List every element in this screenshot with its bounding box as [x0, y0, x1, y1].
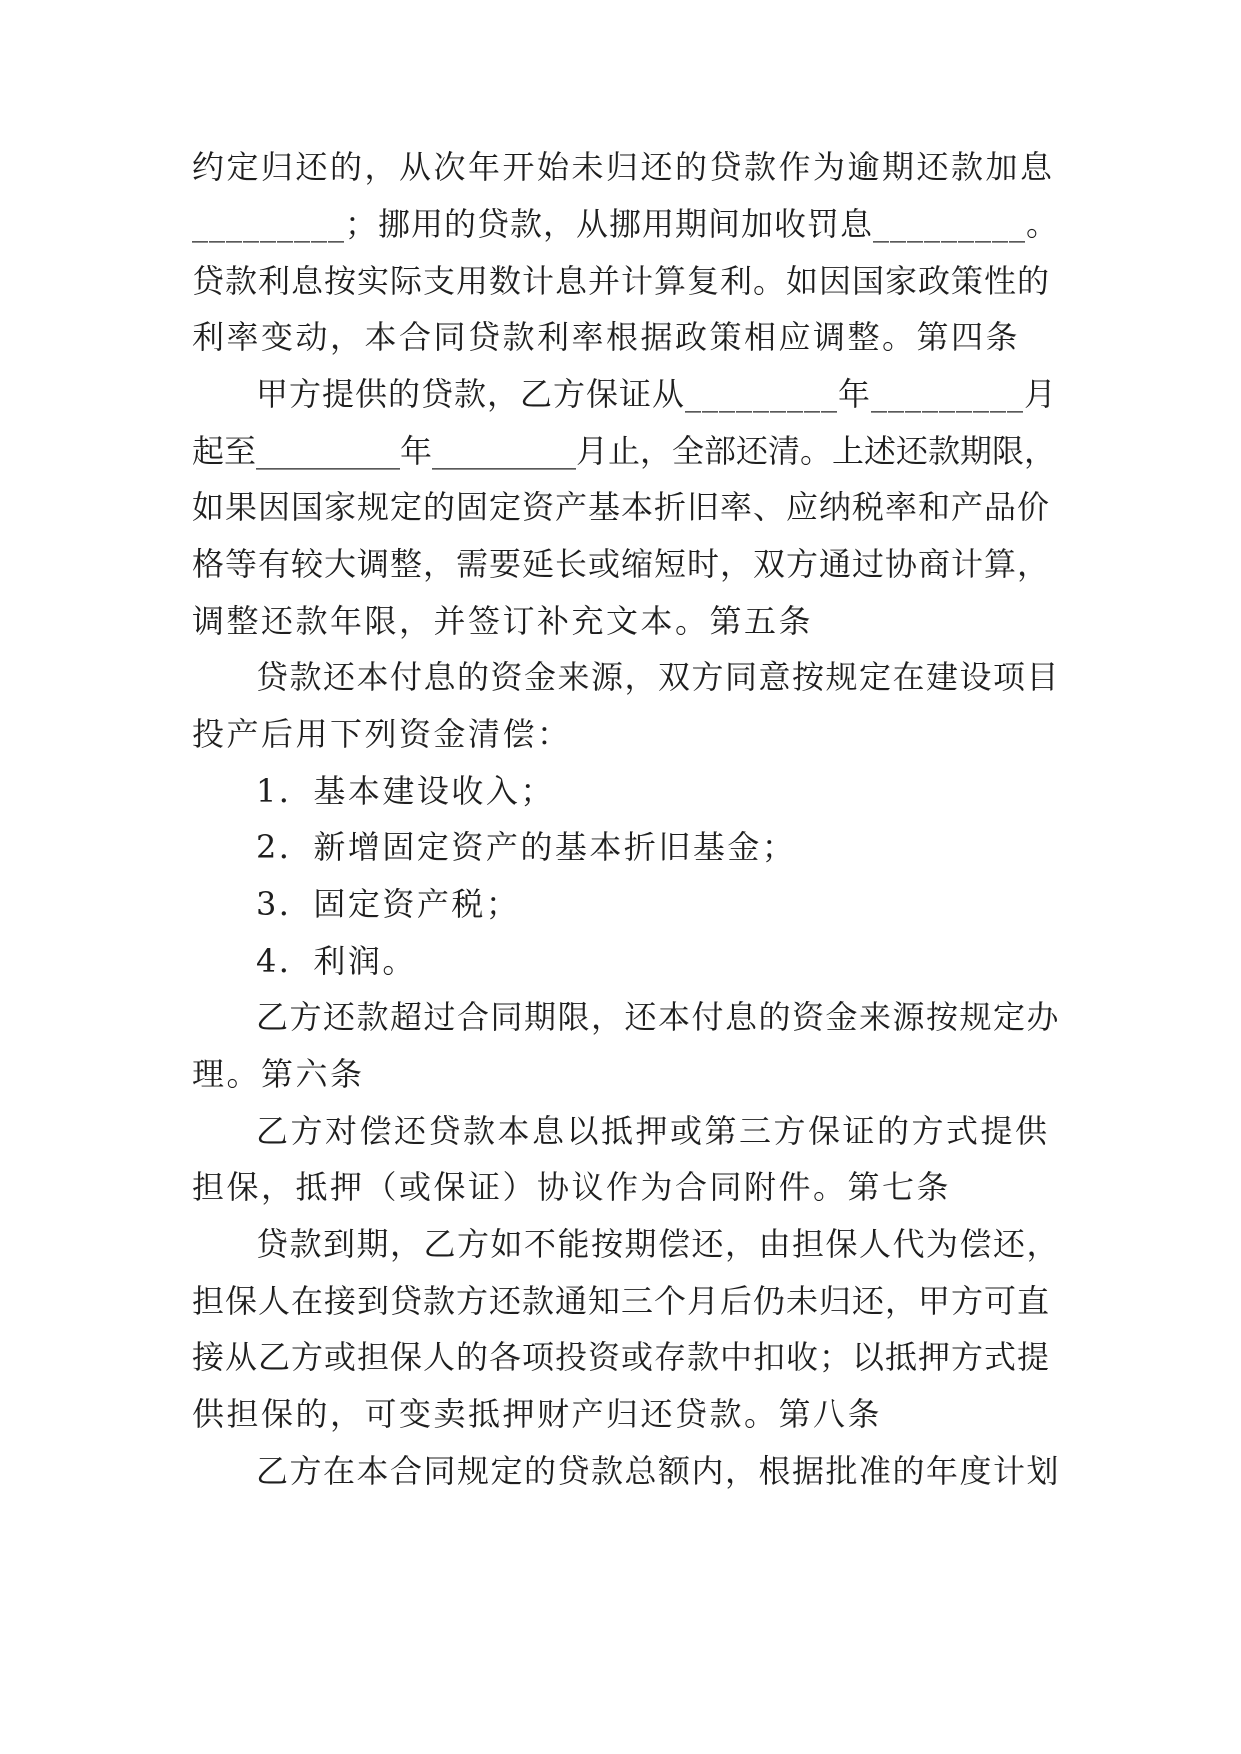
text-line: 担保人在接到贷款方还款通知三个月后仍未归还，甲方可直 — [192, 1282, 1051, 1320]
list-item: 1．基本建设收入； — [256, 772, 555, 810]
list-item: 2．新增固定资产的基本折旧基金； — [256, 828, 797, 866]
text-line: 供担保的，可变卖抵押财产归还贷款。第八条 — [192, 1395, 883, 1433]
text-line: 如果因国家规定的固定资产基本折旧率、应纳税率和产品价 — [192, 488, 1051, 526]
list-item: 4．利润。 — [256, 942, 417, 980]
text-line: 贷款还本付息的资金来源，双方同意按规定在建设项目 — [256, 658, 1061, 696]
text-line: 贷款利息按实际支用数计息并计算复利。如因国家政策性的 — [192, 262, 1051, 300]
text-line: _________；挪用的贷款，从挪用期间加收罚息_________。 — [192, 205, 1060, 243]
text-line: 乙方对偿还贷款本息以抵押或第三方保证的方式提供 — [256, 1112, 1050, 1150]
text-line: 乙方还款超过合同期限，还本付息的资金来源按规定办 — [256, 998, 1061, 1036]
text-line: 乙方在本合同规定的贷款总额内，根据批准的年度计划 — [256, 1452, 1061, 1490]
text-line: 贷款到期，乙方如不能按期偿还，由担保人代为偿还， — [256, 1225, 1061, 1263]
text-line: 调整还款年限，并签订补充文本。第五条 — [192, 602, 814, 640]
text-line: 格等有较大调整，需要延长或缩短时，双方通过协商计算， — [192, 545, 1051, 583]
text-line: 约定归还的，从次年开始未归还的贷款作为逾期还款加息 — [192, 148, 1055, 186]
text-line: 投产后用下列资金清偿： — [192, 715, 572, 753]
text-line: 接从乙方或担保人的各项投资或存款中扣收；以抵押方式提 — [192, 1338, 1051, 1376]
list-item: 3．固定资产税； — [256, 885, 521, 923]
text-line: 担保，抵押（或保证）协议作为合同附件。第七条 — [192, 1168, 952, 1206]
text-line: 利率变动，本合同贷款利率根据政策相应调整。第四条 — [192, 318, 1021, 356]
text-line: 起至_________年_________月止，全部还清。上述还款期限， — [192, 432, 1057, 470]
text-line: 甲方提供的贷款，乙方保证从_________年_________月 — [256, 375, 1058, 413]
text-line: 理。第六条 — [192, 1055, 365, 1093]
